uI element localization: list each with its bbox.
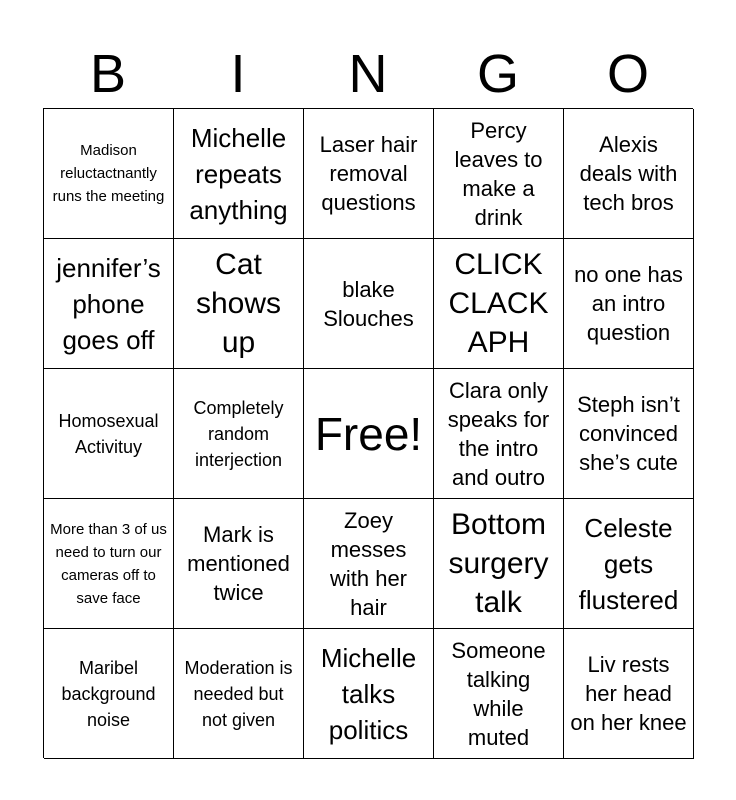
bingo-cell[interactable]: [44, 629, 174, 759]
bingo-cell[interactable]: [174, 369, 304, 499]
cell-text: Bottom surgery talk: [448, 508, 549, 619]
cell-text: Liv rests her head on her knee: [570, 652, 687, 735]
bingo-cell[interactable]: [44, 499, 174, 629]
cell-text: Madison reluctactnantly runs the meeting: [52, 142, 165, 205]
cell-text: Homosexual Activituy: [58, 410, 159, 457]
cell-text: Percy leaves to make a drink: [454, 117, 543, 230]
bingo-cell[interactable]: [434, 369, 564, 499]
bingo-cell[interactable]: [304, 109, 434, 239]
header-letter-o: O: [606, 44, 649, 104]
cell-text: Zoey messes with her hair: [329, 507, 408, 620]
bingo-cell[interactable]: [564, 239, 694, 369]
bingo-cell[interactable]: [434, 629, 564, 759]
cell-text: Celeste gets flustered: [578, 512, 679, 615]
bingo-cell[interactable]: [174, 499, 304, 629]
cell-text: Moderation is needed but not given: [184, 657, 293, 730]
bingo-cell[interactable]: [434, 239, 564, 369]
header-letter-b: B: [89, 44, 127, 104]
bingo-cell[interactable]: [304, 629, 434, 759]
bingo-cell[interactable]: [174, 239, 304, 369]
cell-text: no one has an intro question: [574, 262, 683, 345]
bingo-cell[interactable]: [44, 369, 174, 499]
header-letter-g: G: [476, 44, 519, 104]
header-letter-n: N: [348, 44, 388, 104]
bingo-cell[interactable]: [44, 239, 174, 369]
cell-text: Laser hair removal questions: [319, 132, 418, 215]
cell-text: Michelle repeats anything: [189, 122, 288, 225]
bingo-cell[interactable]: [564, 109, 694, 239]
cell-text: Michelle talks politics: [320, 642, 417, 745]
bingo-cell[interactable]: [434, 499, 564, 629]
cell-text: Completely random interjection: [193, 397, 284, 470]
cell-text: Someone talking while muted: [451, 637, 546, 750]
bingo-cell[interactable]: [304, 239, 434, 369]
bingo-board: [43, 108, 693, 758]
bingo-cell[interactable]: [174, 109, 304, 239]
bingo-cell[interactable]: [564, 499, 694, 629]
bingo-cell[interactable]: [44, 109, 174, 239]
bingo-header: [43, 40, 693, 108]
cell-text: Maribel background noise: [61, 657, 156, 730]
header-letter-i: I: [230, 44, 246, 104]
bingo-cell[interactable]: [304, 499, 434, 629]
cell-text: Steph isn’t convinced she’s cute: [577, 392, 680, 475]
free-space-text: Free!: [314, 407, 423, 460]
bingo-cell[interactable]: [564, 369, 694, 499]
cell-text: blake Slouches: [323, 276, 414, 331]
free-space-cell[interactable]: [304, 369, 434, 499]
bingo-cell[interactable]: [564, 629, 694, 759]
cell-text: jennifer’s phone goes off: [56, 252, 161, 355]
bingo-cell[interactable]: [434, 109, 564, 239]
cell-text: More than 3 of us need to turn our cameras off to save face: [50, 520, 167, 607]
cell-text: Mark is mentioned twice: [187, 522, 290, 605]
cell-text: Alexis deals with tech bros: [579, 132, 678, 215]
bingo-cell[interactable]: [174, 629, 304, 759]
cell-text: Cat shows up: [195, 248, 282, 359]
cell-text: Clara only speaks for the intro and outro: [447, 377, 550, 490]
cell-text: CLICK CLACK APH: [448, 248, 549, 359]
